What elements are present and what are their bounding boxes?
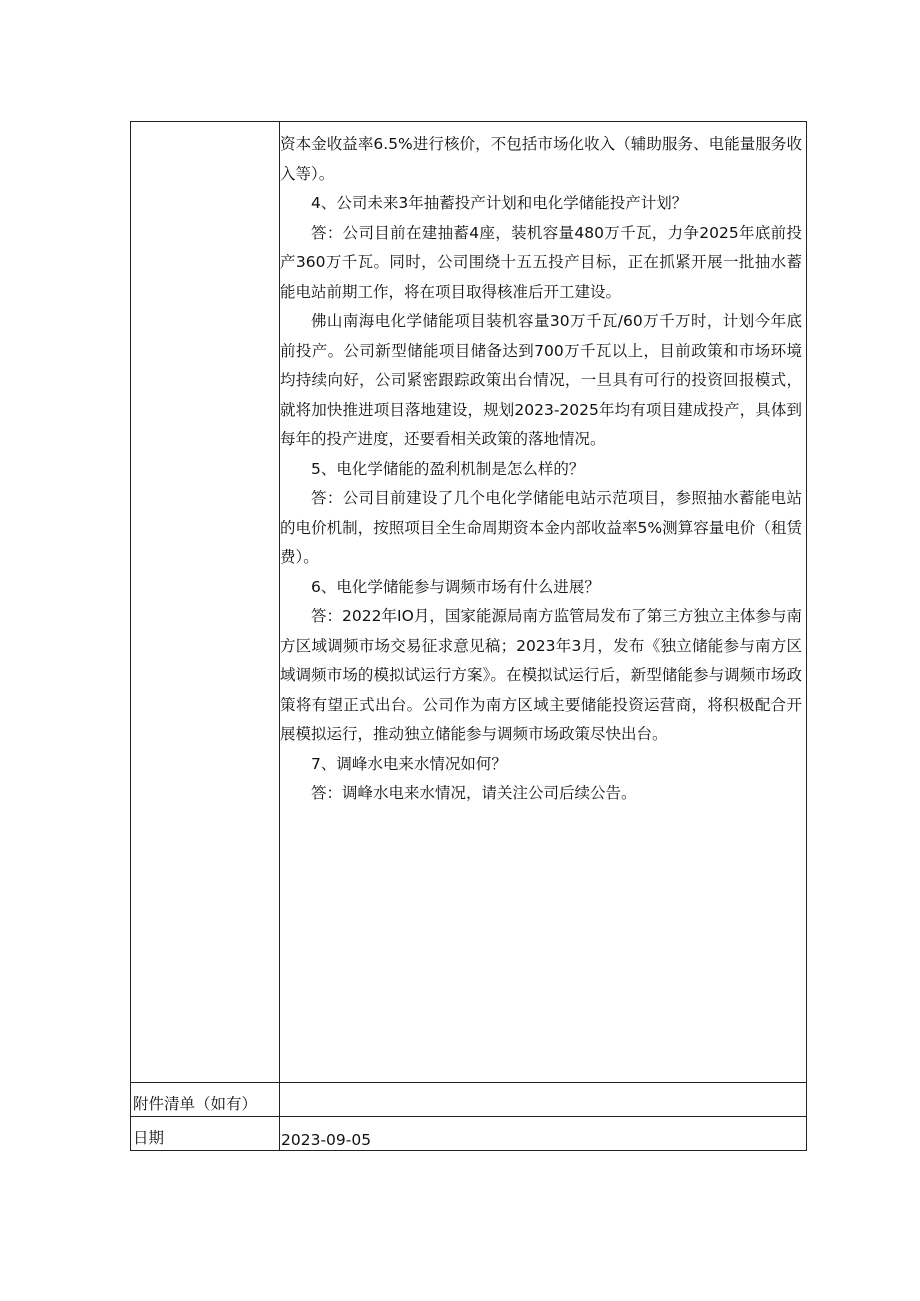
question: 4、公司未来3年抽蓄投产计划和电化学储能投产计划？ bbox=[311, 194, 688, 212]
answer: 答：公司目前建设了几个电化学储能电站示范项目，参照抽水蓄能电站的电价机制，按照项目全生命周期资本金内部收益率5%测算容量电价（租赁费）。 bbox=[280, 489, 802, 566]
row-divider bbox=[131, 1116, 806, 1117]
question: 7、调峰水电来水情况如何？ bbox=[311, 754, 507, 773]
qa-content bbox=[280, 130, 802, 809]
question: 6、电化学储能参与调频市场有什么进展？ bbox=[311, 577, 600, 596]
answer: 答：2022年IO月，国家能源局南方监管局发布了第三方独立主体参与南方区域调频市场交易征求意见稿；2023年3月，发布《独立储能参与南方区域调频市场的模拟试运行方案》。在模拟试运行后，新型储能参与调频市场政策将有望正式出台。公司作为南方区域主要储能投资运营商，将积极配合开展模拟运行，推动独立储能参与调频市场政策尽快出台。 bbox=[280, 607, 802, 743]
question: 5、电化学储能的盈利机制是怎么样的？ bbox=[311, 459, 585, 478]
paragraph: 佛山南海电化学储能项目装机容量30万千瓦/60万千万时，计划今年底前投产。公司新型储能项目储备达到700万千瓦以上，目前政策和市场环境均持续向好，公司紧密跟踪政策出台情况，一旦具有可行的投资回报模式，就将加快推进项目落地建设，规划2023-2025年均有项目建成投产，具体到每年的投产进度，还要看相关政策的落地情况。 bbox=[280, 312, 802, 448]
date-label: 日期 bbox=[133, 1129, 165, 1147]
date-value: 2023-09-05 bbox=[281, 1131, 372, 1149]
info-table bbox=[130, 121, 807, 1151]
answer: 答：调峰水电来水情况，请关注公司后续公告。 bbox=[311, 784, 637, 802]
row-divider bbox=[131, 1082, 806, 1083]
paragraph: 资本金收益率6.5%进行核价，不包括市场化收入（辅助服务、电能量服务收入等）。 bbox=[280, 135, 802, 183]
attachments-label: 附件清单（如有） bbox=[133, 1095, 258, 1113]
answer: 答：公司目前在建抽蓄4座，装机容量480万千瓦，力争2025年底前投产360万千瓦。同时，公司围绕十五五投产目标，正在抓紧开展一批抽水蓄能电站前期工作，将在项目取得核准后开工建设。 bbox=[280, 223, 802, 301]
